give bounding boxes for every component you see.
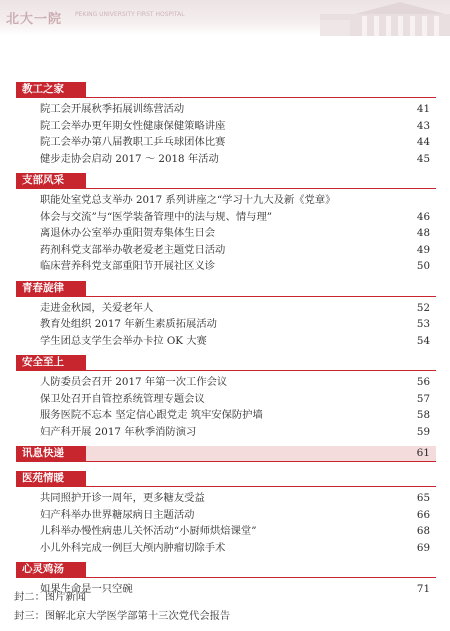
section-title: 医苑情暖 [22, 472, 64, 484]
toc-entry-title: 教育处组织 2017 年新生素质拓展活动 [40, 318, 217, 330]
toc-entry[interactable] [16, 242, 436, 259]
toc-entry-title: 人防委员会召开 2017 年第一次工作会议 [40, 376, 228, 388]
toc-entry-page: 45 [416, 152, 430, 165]
toc-entry[interactable] [16, 192, 436, 209]
toc-entry[interactable] [16, 316, 436, 333]
toc-entry-page: 66 [416, 508, 430, 521]
toc-entry-title: 院工会开展秋季拓展训练营活动 [40, 103, 185, 115]
toc-entry-page: 69 [416, 541, 430, 554]
section-title: 讯息快递 [22, 447, 64, 459]
toc-entry[interactable] [16, 523, 436, 540]
toc-entry-title: 共同照护开诊一周年，更多糖友受益 [40, 492, 205, 504]
toc-entry-title: 保卫处召开自管控系统管理专题会议 [40, 392, 205, 405]
toc-entry-title: 妇产科开展 2017 年秋季消防演习 [40, 425, 197, 438]
section-header[interactable] [16, 82, 436, 98]
section-title: 安全至上 [22, 356, 64, 368]
section-title: 心灵鸡汤 [22, 563, 64, 575]
table-of-contents [16, 78, 436, 598]
toc-entry-title: 妇产科举办世界糖尿病日主题活动 [40, 508, 195, 521]
section-header[interactable] [16, 281, 436, 297]
section-header[interactable] [16, 562, 436, 578]
toc-entry-page: 50 [416, 260, 430, 272]
toc-entry-title: 院工会举办更年期女性健康保健策略讲座 [40, 119, 226, 132]
toc-entry-page: 71 [416, 583, 430, 595]
section-header[interactable] [16, 446, 436, 462]
section-title: 教工之家 [22, 83, 64, 95]
section-title: 青春旋律 [22, 281, 64, 294]
header-banner [0, 0, 450, 36]
toc-entry[interactable] [16, 333, 436, 350]
section-title: 支部风采 [22, 174, 64, 186]
toc-entry[interactable] [16, 374, 436, 391]
toc-entry[interactable] [16, 258, 436, 275]
toc-entry-page: 53 [416, 318, 430, 330]
toc-entry[interactable] [16, 300, 436, 317]
section-page-number: 61 [416, 447, 430, 459]
toc-entry-title: 健步走协会启动 2017 ～ 2018 年活动 [40, 152, 219, 165]
section-header[interactable] [16, 173, 436, 189]
toc-entry[interactable] [16, 507, 436, 524]
toc-entry-page: 59 [416, 425, 430, 438]
toc-entry-title: 临床营养科党支部重阳节开展社区义诊 [40, 260, 216, 272]
building-illustration [300, 0, 450, 36]
toc-entry[interactable] [16, 540, 436, 557]
toc-entry-page: 68 [416, 525, 430, 537]
toc-entry-title: 院工会举办第八届教职工乒乓球团体比赛 [40, 136, 226, 148]
toc-entry[interactable] [16, 407, 436, 424]
toc-entry-page: 48 [416, 227, 430, 239]
toc-entry-page: 57 [416, 392, 430, 405]
footer-cover2: 封二：图片新闻 [14, 591, 87, 603]
toc-entry-page: 52 [416, 301, 430, 314]
toc-entry-title: 如果生命是一只空碗 [40, 583, 133, 595]
toc-entry-title: 服务医院不忘本 坚定信心跟党走 筑牢安保防护墙 [40, 409, 263, 421]
toc-entry-title: 学生团总支学生会举办卡拉 OK 大赛 [40, 334, 207, 347]
toc-entry-page: 49 [416, 243, 430, 256]
toc-entry[interactable] [16, 424, 436, 441]
toc-entry-page: 44 [416, 136, 430, 148]
toc-entry[interactable] [16, 391, 436, 408]
toc-entry-title: 体会与交流”与“医学装备管理中的法与规、情与理” [40, 210, 273, 223]
toc-entry-page: 56 [416, 376, 430, 388]
toc-entry-page: 41 [416, 103, 430, 115]
hospital-logo-subtitle: PEKING UNIVERSITY FIRST HOSPITAL [75, 11, 185, 18]
toc-entry-page: 46 [416, 210, 430, 223]
toc-entry-page: 54 [416, 334, 430, 347]
toc-entry-page: 43 [416, 119, 430, 132]
toc-entry-title: 职能处室党总支举办 2017 系列讲座之“学习十九大及新《党章》 [40, 194, 336, 206]
toc-entry-page: 58 [416, 409, 430, 421]
toc-entry[interactable] [16, 101, 436, 118]
toc-entry[interactable] [16, 490, 436, 507]
toc-entry[interactable] [16, 118, 436, 135]
toc-entry[interactable] [16, 225, 436, 242]
toc-entry-title: 走进金秋园，关爱老年人 [40, 301, 154, 314]
toc-entry[interactable] [16, 134, 436, 151]
toc-entry[interactable] [16, 151, 436, 168]
section-header[interactable] [16, 471, 436, 487]
toc-entry-title: 儿科举办慢性病患儿关怀活动“小厨师烘焙课堂” [40, 525, 257, 537]
toc-entry-page: 65 [416, 492, 430, 504]
hospital-logo-text: 北大一院 [6, 12, 63, 27]
toc-entry-title: 离退休办公室举办重阳贺寿集体生日会 [40, 227, 216, 239]
toc-entry-title: 药剂科党支部举办敬老爱老主题党日活动 [40, 243, 226, 256]
footer-cover3: 封三：图解北京大学医学部第十三次党代会报告 [14, 610, 231, 622]
toc-entry[interactable] [16, 209, 436, 226]
section-header[interactable] [16, 355, 436, 371]
toc-entry-title: 小儿外科完成一例巨大颅内肿瘤切除手术 [40, 541, 226, 554]
